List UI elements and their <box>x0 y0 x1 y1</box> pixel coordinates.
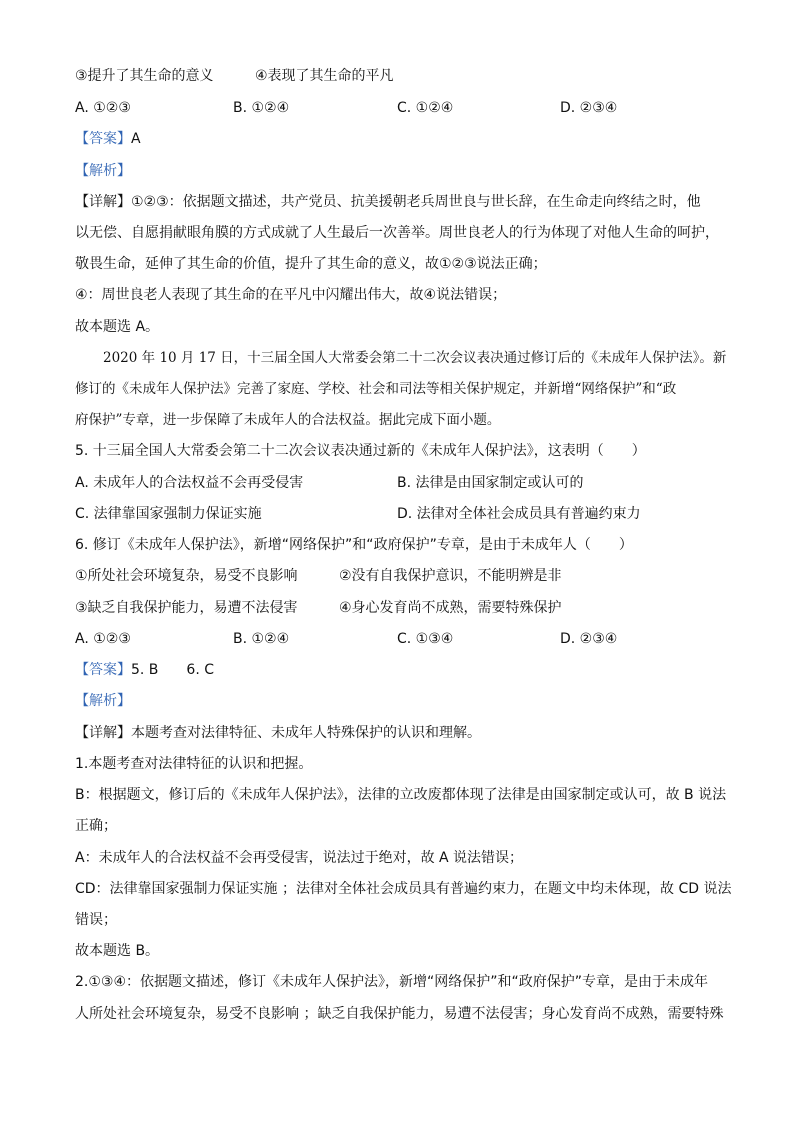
detail-tag: 【详解】 <box>75 194 131 210</box>
q6-choice-c: C. ①③④ <box>397 631 454 647</box>
q6-choice-d: D. ②③④ <box>560 631 618 647</box>
q4-detail-line-3: 敬畏生命，延伸了其生命的价值，提升了其生命的意义，故①②③说法正确； <box>75 256 547 272</box>
q5-option-b: B. 法律是由国家制定或认可的 <box>397 475 584 491</box>
q56-part1-cd-line-2: 错误； <box>75 912 117 928</box>
q4-option-4: ④表现了其生命的平凡 <box>255 68 394 84</box>
q56-part1-a: A：未成年人的合法权益不会再受侵害，说法过于绝对，故 A 说法错误； <box>75 850 524 866</box>
analysis-tag: 【解析】 <box>75 163 131 179</box>
q56-part1-conclusion: 故本题选 B。 <box>75 943 160 959</box>
passage-line-2: 修订的《未成年人保护法》完善了家庭、学校、社会和司法等相关保护规定，并新增“网络保护”和“政 <box>75 381 677 397</box>
q56-answer-line <box>75 660 214 680</box>
q4-detail-line-4: ④：周世良老人表现了其生命的在平凡中闪耀出伟大，故④说法错误； <box>75 287 507 303</box>
q56-part1-head: 1.本题考查对法律特征的认识和把握。 <box>75 756 313 772</box>
q56-part2-line-1: 2.①③④：依据题文描述，修订《未成年人保护法》，新增“网络保护”和“政府保护”专章，是由于未成年 <box>75 974 709 990</box>
q4-choice-c: C. ①②④ <box>397 100 454 116</box>
answer-value: 5. B 6. C <box>131 662 214 678</box>
q6-option-2: ②没有自我保护意识，不能明辨是非 <box>339 568 562 584</box>
q56-part1-b-line-1: B：根据题文，修订后的《未成年人保护法》，法律的立改废都体现了法律是由国家制定或认可，故 B 说法 <box>75 787 727 803</box>
q6-option-1: ①所处社会环境复杂，易受不良影响 <box>75 568 298 584</box>
q5-option-c: C. 法律靠国家强制力保证实施 <box>75 506 262 522</box>
q6-option-3: ③缺乏自我保护能力，易遭不法侵害 <box>75 600 298 616</box>
q56-part1-b-line-2: 正确； <box>75 818 117 834</box>
q56-part1-cd-line-1: CD：法律靠国家强制力保证实施 ；法律对全体社会成员具有普遍约束力，在题文中均未体现，故 CD 说法 <box>75 881 732 897</box>
analysis-tag: 【解析】 <box>75 693 131 709</box>
detail-tag: 【详解】 <box>75 725 131 741</box>
q4-choice-d: D. ②③④ <box>560 100 618 116</box>
q6-choice-b: B. ①②④ <box>233 631 290 647</box>
passage-line-1: 2020 年 10 月 17 日，十三届全国人大常委会第二十二次会议表决通过修订后的《未成年人保护法》。新 <box>103 350 727 366</box>
q4-conclusion: 故本题选 A。 <box>75 319 160 335</box>
q4-choice-b: B. ①②④ <box>233 100 290 116</box>
answer-tag: 【答案】 <box>75 131 131 147</box>
q4-detail-line-2: 以无偿、自愿捐献眼角膜的方式成就了人生最后一次善举。周世良老人的行为体现了对他人生命的呵护， <box>75 225 719 241</box>
q56-part2-line-2: 人所处社会环境复杂，易受不良影响 ；缺乏自我保护能力，易遭不法侵害；身心发育尚不成熟，需要特殊 <box>75 1006 724 1022</box>
q6-stem: 6. 修订《未成年人保护法》，新增“网络保护”和“政府保护”专章，是由于未成年人（ ） <box>75 537 633 553</box>
answer-value: A <box>131 131 141 147</box>
q6-choice-a: A. ①②③ <box>75 631 131 647</box>
detail-text: 本题考查对法律特征、未成年人特殊保护的认识和理解。 <box>131 725 481 741</box>
q6-option-4: ④身心发育尚不成熟，需要特殊保护 <box>339 600 562 616</box>
q4-detail-line-1 <box>75 192 701 212</box>
q4-choice-a: A. ①②③ <box>75 100 131 116</box>
q4-answer-line <box>75 129 141 149</box>
q4-option-3: ③提升了其生命的意义 <box>75 68 214 84</box>
passage-line-3: 府保护”专章，进一步保障了未成年人的合法权益。据此完成下面小题。 <box>75 412 501 428</box>
answer-tag: 【答案】 <box>75 662 131 678</box>
q5-option-a: A. 未成年人的合法权益不会再受侵害 <box>75 475 304 491</box>
q5-option-d: D. 法律对全体社会成员具有普遍约束力 <box>397 506 641 522</box>
q5-stem: 5. 十三届全国人大常委会第二十二次会议表决通过新的《未成年人保护法》，这表明（ ） <box>75 443 646 459</box>
detail-text: ①②③：依据题文描述，共产党员、抗美援朝老兵周世良与世长辞，在生命走向终结之时，他 <box>131 194 701 210</box>
q56-detail-intro <box>75 723 481 743</box>
